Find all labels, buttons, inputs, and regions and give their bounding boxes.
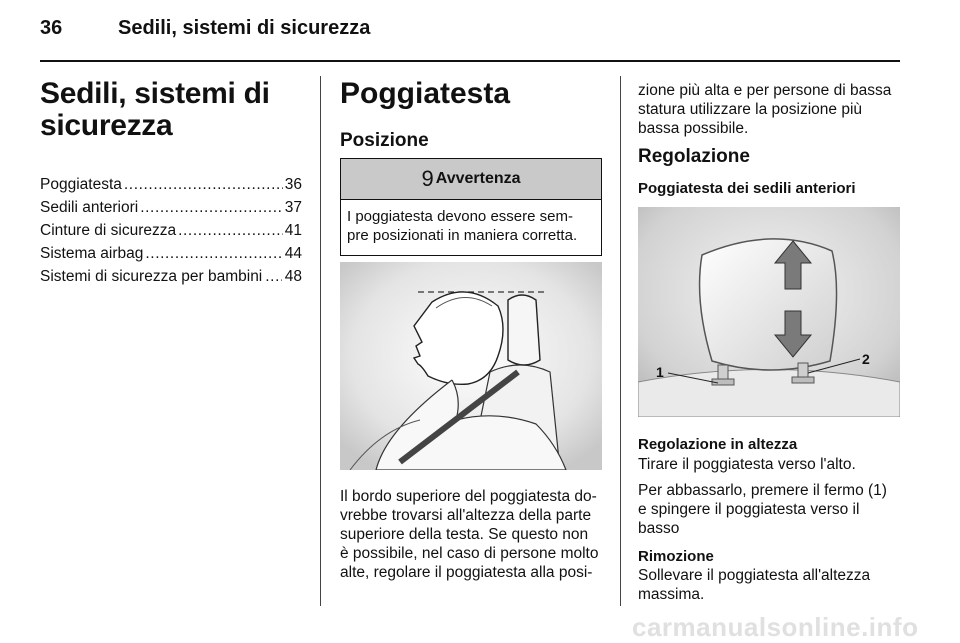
toc-leader — [178, 222, 283, 240]
chapter-title — [40, 78, 270, 142]
toc-label: Sistemi di sicurezza per bambini — [40, 268, 263, 285]
text-line: alte, regolare il poggiatesta alla posi- — [340, 564, 593, 581]
warning-triangle-icon: 9 — [421, 166, 434, 191]
warning-header — [341, 159, 601, 200]
toc-label: Cinture di sicurezza — [40, 222, 177, 239]
toc-entry[interactable] — [40, 176, 302, 199]
text-line: bassa possibile. — [638, 120, 749, 137]
table-of-contents — [40, 176, 302, 291]
continued-paragraph — [638, 81, 908, 138]
text-line: Il bordo superiore del poggiatesta do- — [340, 488, 597, 505]
warning-text — [341, 200, 601, 255]
section-heading: Poggiatesta — [340, 77, 511, 110]
toc-leader — [145, 245, 282, 263]
warning-line: pre posizionati in maniera corretta. — [347, 227, 578, 244]
toc-page: 48 — [284, 268, 302, 285]
toc-entry[interactable] — [40, 222, 302, 245]
text-line: statura utilizzare la posizione più — [638, 101, 863, 118]
headrest-position-illustration — [340, 262, 602, 470]
headrest-shape — [508, 295, 540, 365]
paragraph-heading: Regolazione in altezza — [638, 436, 798, 453]
subsection-heading: Regolazione — [638, 146, 750, 167]
toc-page: 44 — [284, 245, 302, 262]
headrest-position-paragraph — [340, 487, 608, 582]
column-divider — [320, 76, 321, 606]
headrest-adjustment-illustration — [638, 207, 900, 417]
toc-page: 36 — [284, 176, 302, 193]
text-line: zione più alta e per persone di bassa — [638, 82, 892, 99]
text-line: vrebbe trovarsi all'altezza della parte — [340, 507, 592, 524]
paragraph-heading: Rimozione — [638, 548, 714, 565]
toc-page: 41 — [284, 222, 302, 239]
chapter-title-line: Sedili, sistemi di — [40, 77, 270, 110]
chapter-title-line: sicurezza — [40, 109, 173, 142]
warning-title: Avvertenza — [435, 170, 521, 187]
toc-leader — [140, 199, 283, 217]
text-line: Per abbassarlo, premere il fermo (1) — [638, 482, 887, 499]
text-line: e spingere il poggiatesta verso il — [638, 501, 860, 518]
text-line: è possibile, nel caso di persone molto — [340, 545, 599, 562]
text-line: Sollevare il poggiatesta all'altezza — [638, 567, 871, 584]
toc-page: 37 — [284, 199, 302, 216]
text-line: superiore della testa. Se questo non — [340, 526, 589, 543]
callout-label-2: 2 — [862, 351, 870, 367]
height-adjust-text: Tirare il poggiatesta verso l'alto. — [638, 456, 856, 473]
text-line: massima. — [638, 586, 705, 603]
running-header: Sedili, sistemi di sicurezza — [118, 17, 371, 39]
toc-leader — [265, 268, 281, 286]
text-line: basso — [638, 520, 680, 537]
column-divider — [620, 76, 621, 606]
toc-entry[interactable] — [40, 199, 302, 222]
headrest-shape — [700, 239, 837, 370]
toc-label: Sedili anteriori — [40, 199, 139, 216]
header-rule — [40, 60, 900, 62]
warning-line: I poggiatesta devono essere sem- — [347, 208, 573, 225]
callout-label-1: 1 — [656, 364, 664, 380]
toc-label: Poggiatesta — [40, 176, 122, 193]
warning-box — [340, 158, 602, 256]
watermark-text: carmanualsonline.info — [632, 612, 919, 642]
toc-leader — [124, 176, 283, 194]
page-number: 36 — [40, 17, 63, 39]
sub-subsection-heading: Poggiatesta dei sedili anteriori — [638, 180, 856, 197]
lower-headrest-paragraph — [638, 481, 908, 538]
post-guide-2 — [792, 377, 814, 383]
toc-entry[interactable] — [40, 245, 302, 268]
subsection-heading: Posizione — [340, 130, 429, 151]
removal-paragraph — [638, 566, 908, 604]
toc-entry[interactable] — [40, 268, 302, 291]
seat-top-shape — [638, 370, 900, 418]
toc-label: Sistema airbag — [40, 245, 144, 262]
